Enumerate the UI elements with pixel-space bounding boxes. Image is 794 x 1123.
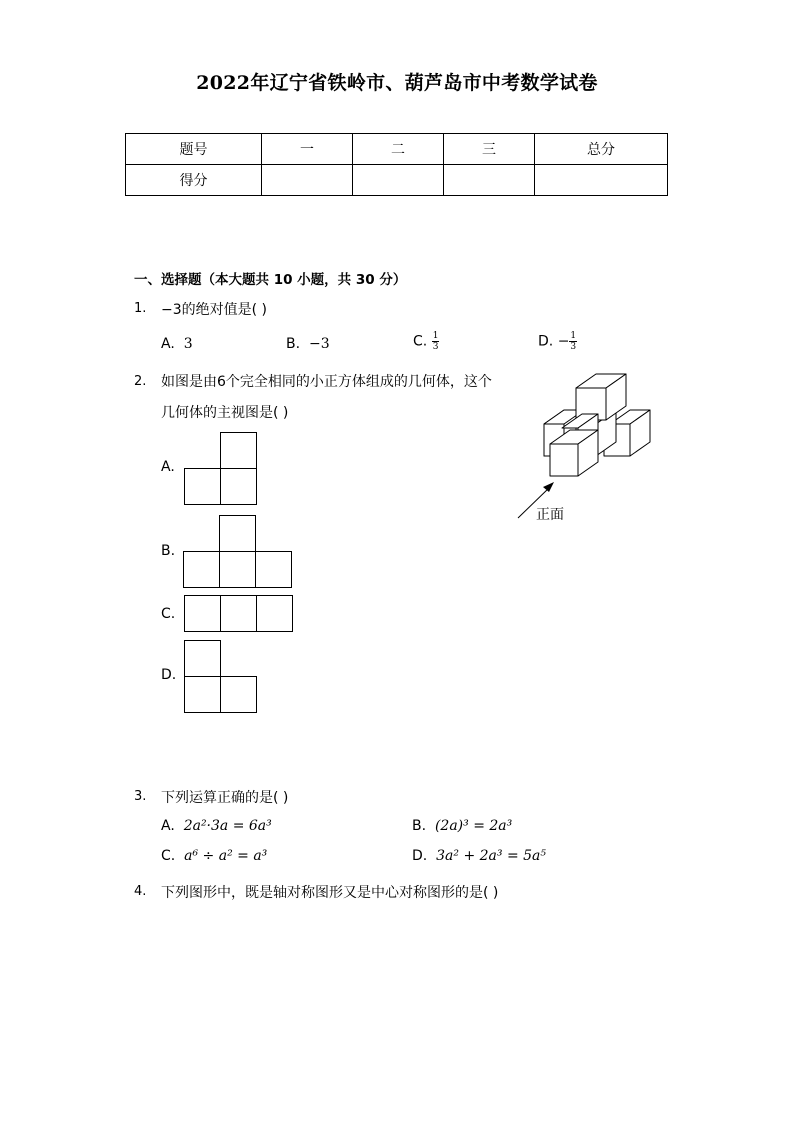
score-table <box>125 133 668 196</box>
option-label: B. <box>286 336 301 352</box>
question-text-line2: 几何体的主视图是( ) <box>161 405 289 421</box>
fraction-denominator: 3 <box>432 342 439 352</box>
math-expression: 2a²·3a = 6a³ <box>183 818 272 834</box>
score-table-header-row <box>126 134 668 165</box>
score-cell <box>444 165 535 196</box>
option-value: 3 <box>183 336 193 352</box>
question-text: 下列图形中，既是轴对称图形又是中心对称图形的是( ) <box>161 885 499 901</box>
score-cell <box>262 165 353 196</box>
q2-option-b-figure <box>183 515 293 589</box>
q1-option-d <box>538 331 577 352</box>
q3-option-b <box>412 818 512 834</box>
q1-option-b <box>286 336 330 352</box>
question-number: 1. <box>134 301 147 316</box>
question-text: 下列运算正确的是( ) <box>161 790 289 806</box>
score-table-score-row <box>126 165 668 196</box>
cube-solid-figure <box>510 370 670 530</box>
option-value: −3 <box>308 336 330 352</box>
math-expression: (2a)³ = 2a³ <box>434 818 513 834</box>
score-cell: 题号 <box>126 134 262 165</box>
q2-option-d-figure <box>184 640 258 714</box>
q1-option-c <box>413 331 439 352</box>
math-expression: 3a² + 2a³ = 5a⁵ <box>436 848 547 864</box>
q2-option-a-label: A. <box>161 459 175 475</box>
q2-option-d-label: D. <box>161 667 177 683</box>
question-text-line1: 如图是由6个完全相同的小正方体组成的几何体，这个 <box>161 374 492 390</box>
q3-option-d <box>412 848 546 864</box>
minus-sign: − <box>557 333 570 350</box>
fraction <box>432 331 440 352</box>
score-cell <box>353 165 444 196</box>
q3-option-c <box>161 848 267 864</box>
option-label: A. <box>161 336 175 352</box>
option-label: C. <box>413 333 428 350</box>
section-heading: 一、选择题（本大题共 10 小题，共 30 分） <box>134 272 407 288</box>
question-number: 3. <box>134 789 147 804</box>
q2-option-c-label: C. <box>161 606 176 622</box>
q2-option-c-figure <box>184 595 294 633</box>
q2-option-b-label: B. <box>161 543 176 559</box>
option-label: A. <box>161 818 175 834</box>
score-cell: 总分 <box>535 134 668 165</box>
fraction-numerator: 1 <box>570 331 577 341</box>
score-cell <box>535 165 668 196</box>
question-number: 4. <box>134 884 147 899</box>
option-label: D. <box>412 848 428 864</box>
math-expression: a⁶ ÷ a² = a³ <box>184 848 268 864</box>
q2-option-a-figure <box>184 432 258 506</box>
score-cell: 一 <box>262 134 353 165</box>
front-view-label: 正面 <box>536 507 564 523</box>
page-title: 2022年辽宁省铁岭市、葫芦岛市中考数学试卷 <box>196 72 598 94</box>
fraction <box>569 331 577 352</box>
score-cell: 二 <box>353 134 444 165</box>
question-number: 2. <box>134 374 147 389</box>
question-text: −3的绝对值是( ) <box>161 302 268 318</box>
q1-option-a <box>161 336 193 352</box>
score-cell: 得分 <box>126 165 262 196</box>
fraction-denominator: 3 <box>570 342 577 352</box>
score-cell: 三 <box>444 134 535 165</box>
q3-option-a <box>161 818 272 834</box>
option-label: B. <box>412 818 427 834</box>
fraction-numerator: 1 <box>432 331 439 341</box>
option-label: D. <box>538 333 554 350</box>
option-label: C. <box>161 848 176 864</box>
